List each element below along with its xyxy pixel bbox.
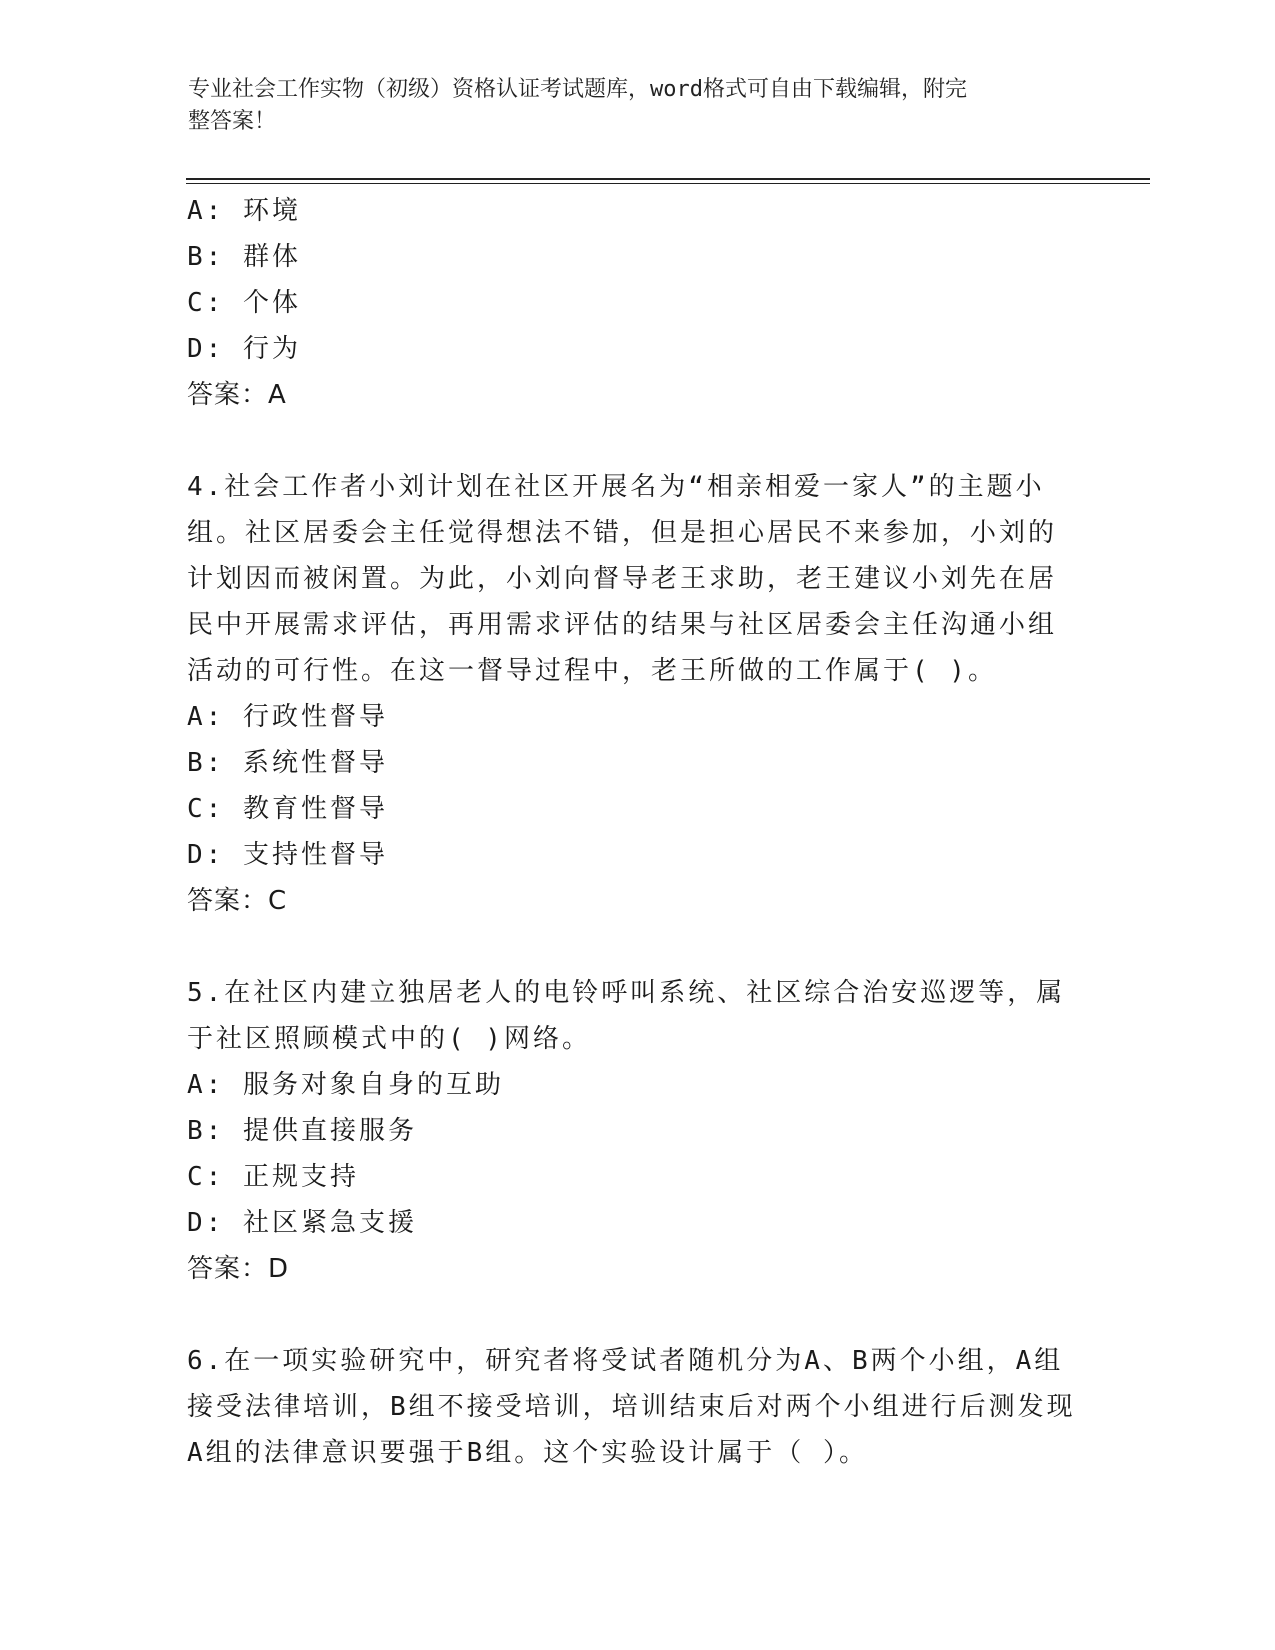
question-text-line: 6.在一项实验研究中，研究者将受试者随机分为A、B两个小组，A组 — [187, 1346, 1064, 1376]
spacer — [187, 924, 1087, 970]
answer-line: 答案：C — [187, 886, 288, 916]
option-c: C: 正规支持 — [187, 1162, 359, 1192]
answer-line: 答案：D — [187, 1254, 290, 1284]
question-4-block — [187, 464, 1087, 924]
option-a: A: 服务对象自身的互助 — [187, 1070, 504, 1100]
header-divider-thick — [186, 178, 1150, 180]
option-b: B: 群体 — [187, 242, 301, 272]
question-5-block — [187, 970, 1087, 1292]
document-header — [188, 74, 1088, 138]
question-text-line: 民中开展需求评估，再用需求评估的结果与社区居委会主任沟通小组 — [187, 610, 1058, 640]
option-d: D: 社区紧急支援 — [187, 1208, 417, 1238]
question-text-line: A组的法律意识要强于B组。这个实验设计属于（ ）。 — [187, 1438, 868, 1468]
question-text-line: 计划因而被闲置。为此，小刘向督导老王求助，老王建议小刘先在居 — [187, 564, 1058, 594]
question-text-line: 于社区照顾模式中的( )网络。 — [187, 1024, 591, 1054]
option-d: D: 支持性督导 — [187, 840, 388, 870]
answer-line: 答案：A — [187, 380, 287, 410]
option-b: B: 提供直接服务 — [187, 1116, 417, 1146]
option-c: C: 个体 — [187, 288, 301, 318]
question-3-block — [187, 188, 1087, 418]
header-divider-thin — [186, 183, 1150, 184]
option-b: B: 系统性督导 — [187, 748, 388, 778]
question-text-line: 组。社区居委会主任觉得想法不错，但是担心居民不来参加，小刘的 — [187, 518, 1058, 548]
document-body — [187, 188, 1087, 1476]
question-6-block — [187, 1338, 1087, 1476]
option-d: D: 行为 — [187, 334, 301, 364]
option-a: A: 行政性督导 — [187, 702, 388, 732]
option-a: A: 环境 — [187, 196, 301, 226]
spacer — [187, 418, 1087, 464]
spacer — [187, 1292, 1087, 1338]
header-line-2: 整答案！ — [188, 109, 277, 134]
question-text-line: 活动的可行性。在这一督导过程中，老王所做的工作属于( )。 — [187, 656, 997, 686]
header-line-1: 专业社会工作实物（初级）资格认证考试题库，word格式可自由下载编辑，附完 — [188, 77, 967, 102]
question-text-line: 4.社会工作者小刘计划在社区开展名为“相亲相爱一家人”的主题小 — [187, 472, 1045, 502]
question-text-line: 接受法律培训，B组不接受培训，培训结束后对两个小组进行后测发现 — [187, 1392, 1076, 1422]
option-c: C: 教育性督导 — [187, 794, 388, 824]
question-text-line: 5.在社区内建立独居老人的电铃呼叫系统、社区综合治安巡逻等，属 — [187, 978, 1066, 1008]
